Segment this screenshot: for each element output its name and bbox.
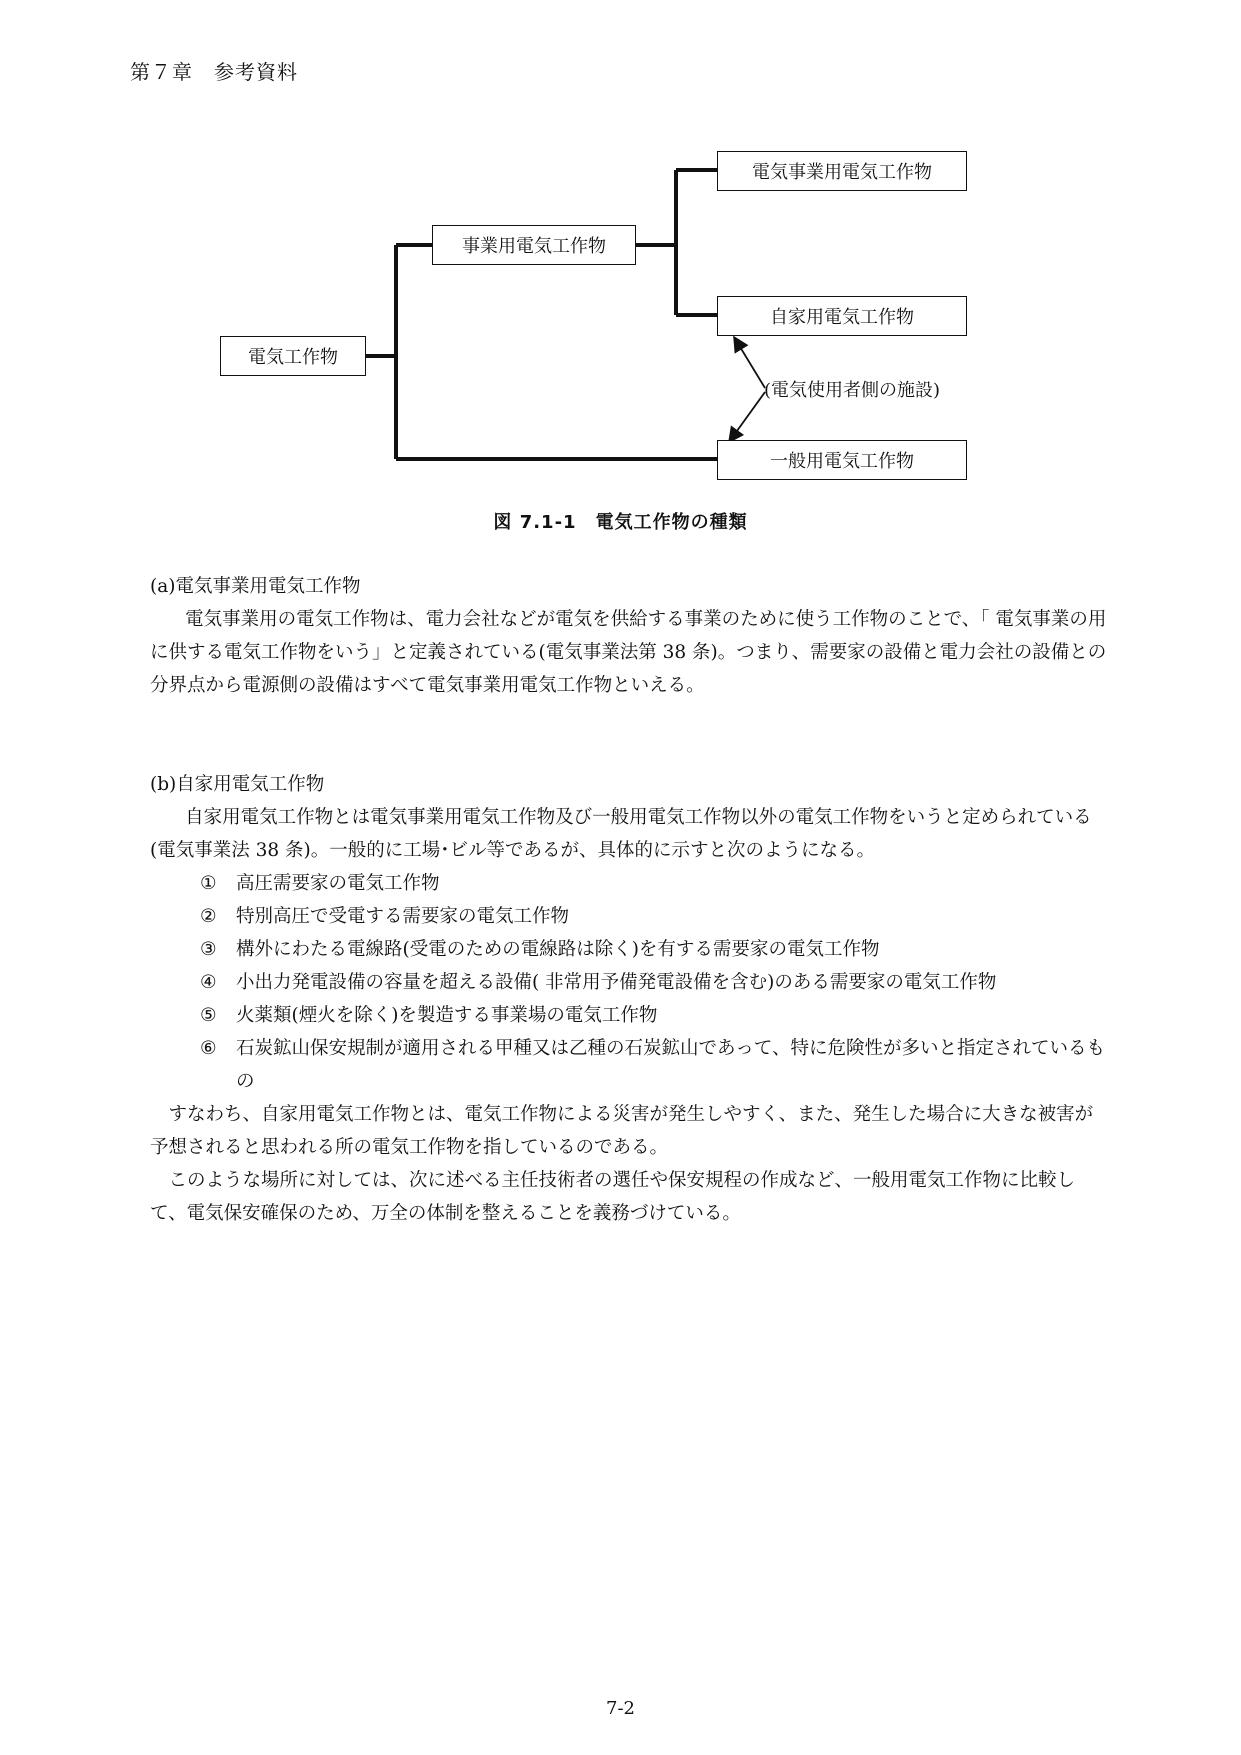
list-item-number: ⑥ xyxy=(200,1038,217,1059)
list-item xyxy=(150,933,1110,966)
section-b-heading: (b)自家用電気工作物 xyxy=(150,774,325,795)
list-item-number: ② xyxy=(200,906,217,927)
general-box: 一般用電気工作物 xyxy=(717,440,967,480)
list-item xyxy=(150,867,1110,900)
list-item xyxy=(150,900,1110,933)
list-item-text: 特別高圧で受電する需要家の電気工作物 xyxy=(236,906,570,927)
list-item-text: 火薬類(煙火を除く)を製造する事業場の電気工作物 xyxy=(236,1005,658,1026)
section-a-paragraph: 電気事業用の電気工作物は、電力会社などが電気を供給する事業のために使う工作物のことで、「 電気事業の用に供する電気工作物をいう」と定義されている(電気事業法第 38 条)。つまり、需要家の設備と電力会社の設備との分界点から電源側の設備はすべて電気事業用電気工作物といえる。 xyxy=(150,609,1107,696)
list-item xyxy=(150,1032,1110,1098)
list-item-number: ⑤ xyxy=(200,1005,217,1026)
section-a-heading: (a)電気事業用電気工作物 xyxy=(150,576,361,597)
root-box: 電気工作物 xyxy=(220,336,366,376)
arrow-to-private xyxy=(734,337,765,388)
closing-paragraph-2: このような場所に対しては、次に述べる主任技術者の選任や保安規程の作成など、一般用電気工作物に比較して、電気保安確保のため、万全の体制を整えることを義務づけている。 xyxy=(150,1170,1076,1224)
list-item xyxy=(150,999,1110,1032)
list-item-number: ④ xyxy=(200,972,217,993)
business-box: 事業用電気工作物 xyxy=(432,225,636,265)
list-item-text: 石炭鉱山保安規制が適用される甲種又は乙種の石炭鉱山であって、特に危険性が多いと指定されているもの xyxy=(236,1038,1105,1092)
list-item-text: 高圧需要家の電気工作物 xyxy=(236,873,440,894)
utility-box: 電気事業用電気工作物 xyxy=(717,151,967,191)
classification-diagram xyxy=(0,0,1241,500)
section-b xyxy=(150,768,1110,1230)
section-b-paragraph: 自家用電気工作物とは電気事業用電気工作物及び一般用電気工作物以外の電気工作物をいうと定められている(電気事業法 38 条)。一般的に工場･ビル等であるが、具体的に示すと次のようになる。 xyxy=(150,807,1092,861)
list-item-number: ③ xyxy=(200,939,217,960)
section-a xyxy=(150,570,1110,702)
closing-paragraph-1: すなわち、自家用電気工作物とは、電気工作物による災害が発生しやすく、また、発生した場合に大きな被害が予想されると思われる所の電気工作物を指しているのである。 xyxy=(150,1104,1094,1158)
private-facility-list xyxy=(150,867,1110,1098)
list-item-text: 小出力発電設備の容量を超える設備( 非常用予備発電設備を含む)のある需要家の電気工作物 xyxy=(236,972,997,993)
list-item-number: ① xyxy=(200,873,217,894)
figure-caption: 図 7.1-1 電気工作物の種類 xyxy=(493,512,748,533)
list-item xyxy=(150,966,1110,999)
list-item-text: 構外にわたる電線路(受電のための電線路は除く)を有する需要家の電気工作物 xyxy=(236,939,880,960)
arrow-to-general xyxy=(729,392,765,442)
user-side-note: (電気使用者側の施設) xyxy=(764,380,941,401)
page-number: 7-2 xyxy=(606,1698,635,1719)
chapter-header: 第７章 参考資料 xyxy=(130,60,298,84)
private-box: 自家用電気工作物 xyxy=(717,296,967,336)
